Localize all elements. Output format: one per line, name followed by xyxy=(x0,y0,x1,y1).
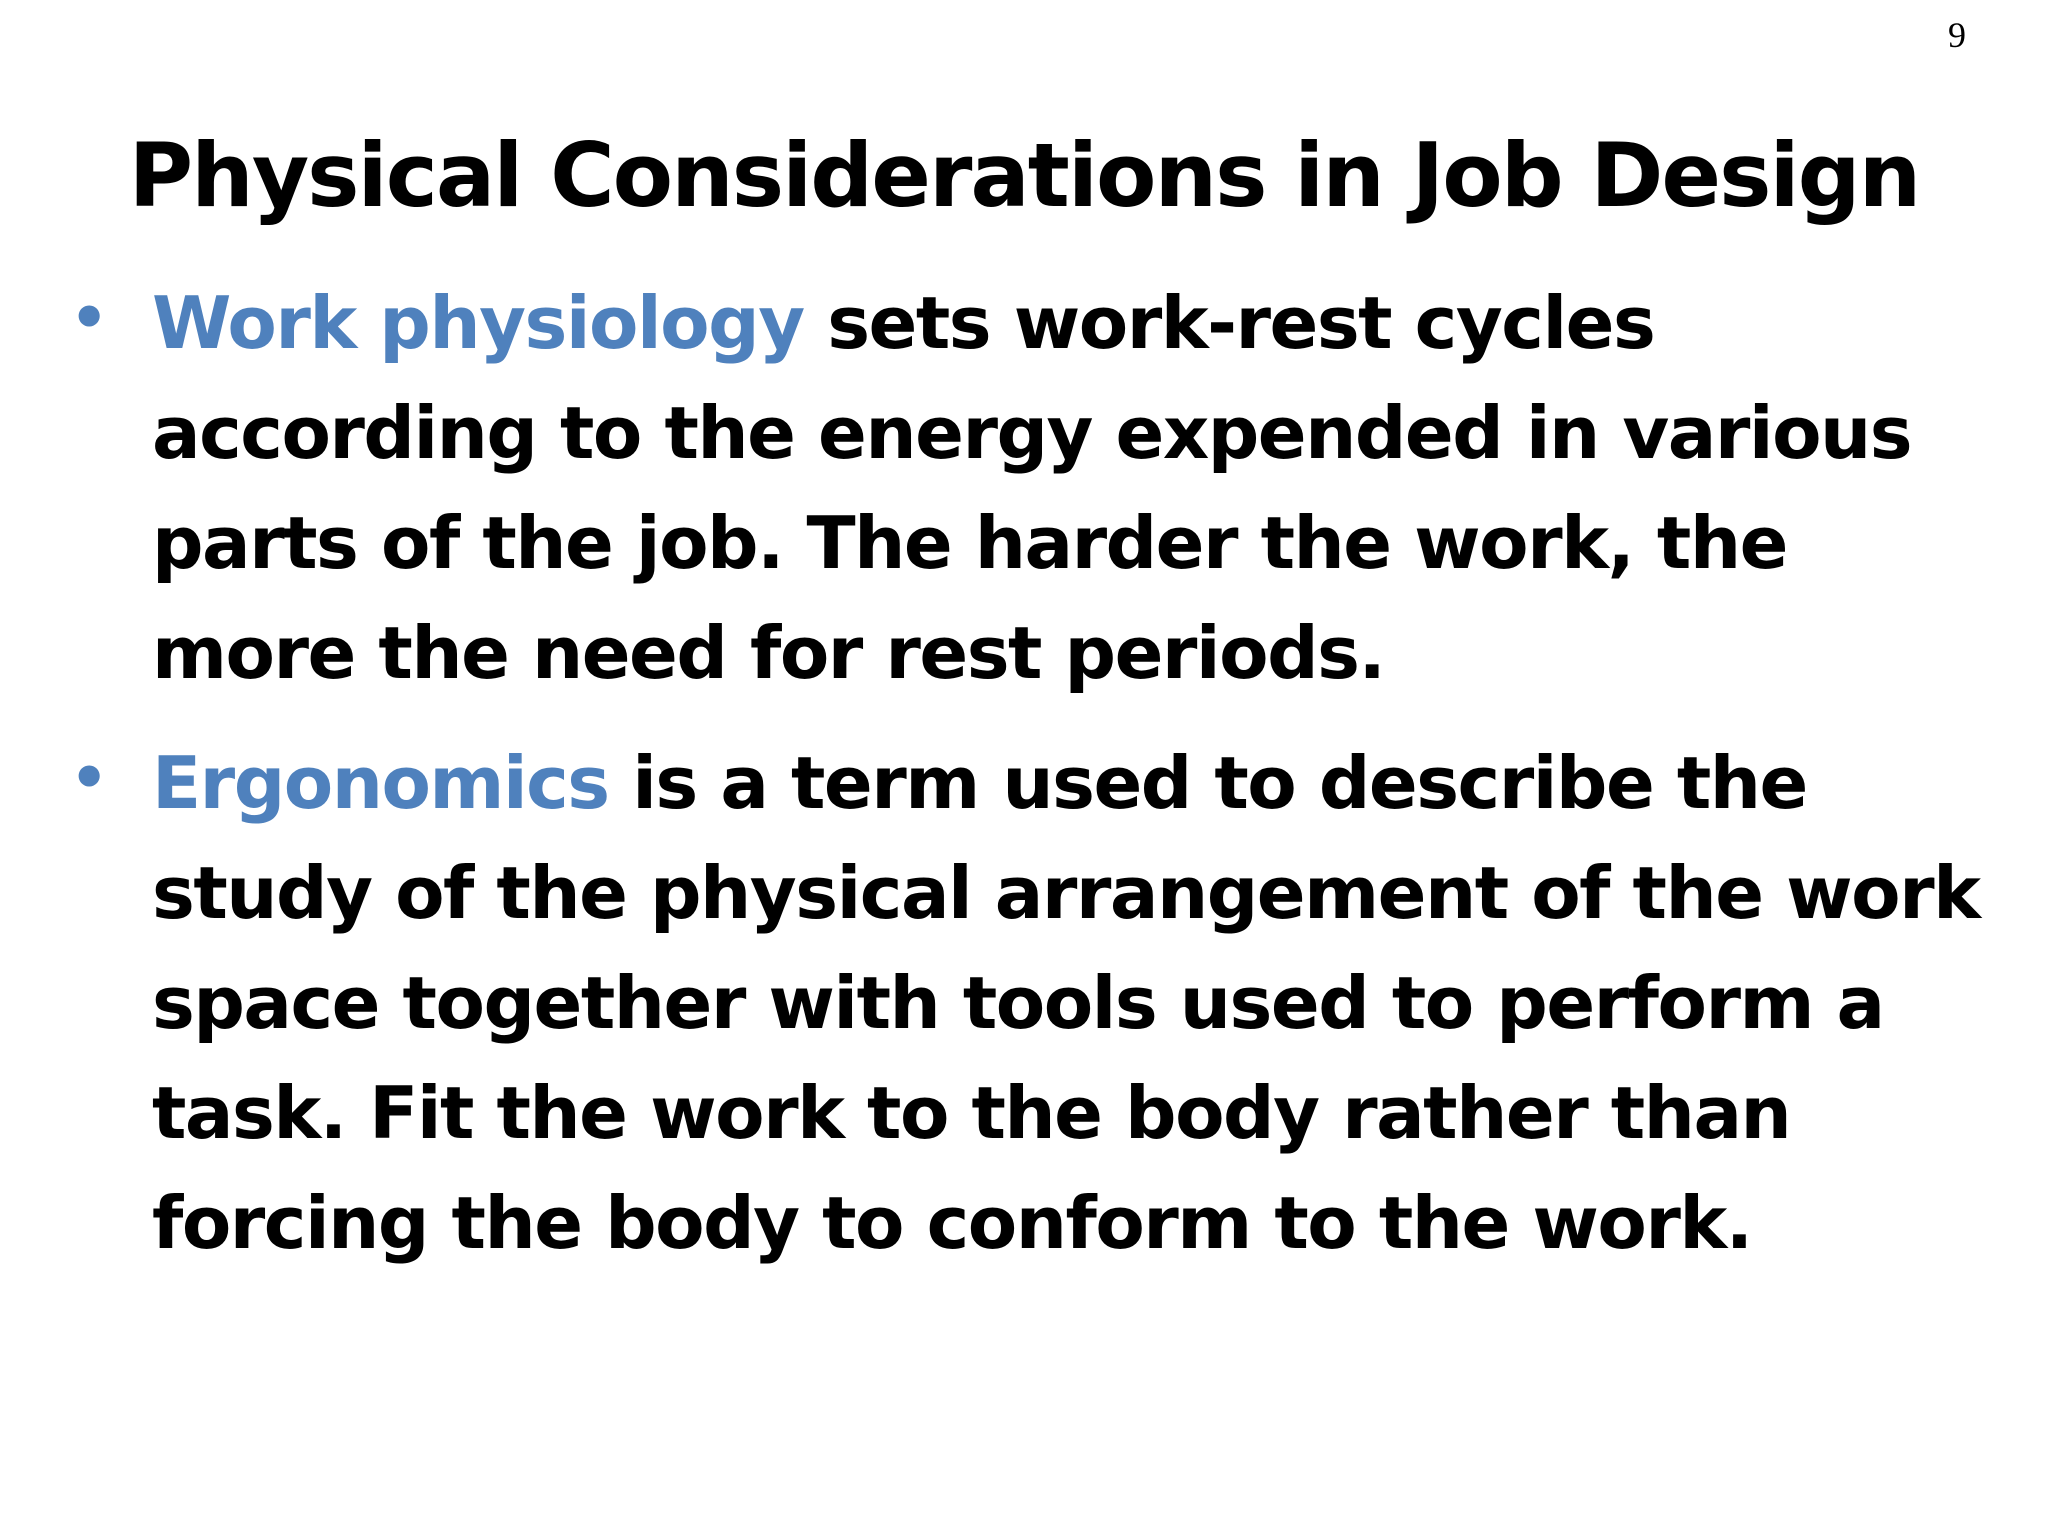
bullet-text: is a term used to describe the study of the physical arrangement of the work space together with tools used to perform a task. Fit the work to the body rather than forcing the body to conform to the work. xyxy=(152,741,1980,1265)
bullet-item-ergonomics xyxy=(0,728,2048,1278)
bullet-list xyxy=(0,268,2048,1298)
page-number: 9 xyxy=(1948,15,1966,55)
bullet-text: sets work-rest cycles according to the energy expended in various parts of the job. The harder the work, the more the need for rest periods. xyxy=(152,281,1912,695)
bullet-term: Work physiology xyxy=(152,281,804,365)
bullet-term: Ergonomics xyxy=(152,741,609,825)
bullet-dot-icon: • xyxy=(70,283,107,353)
bullet-item-work-physiology xyxy=(0,268,2048,708)
slide-title: Physical Considerations in Job Design xyxy=(128,124,1920,227)
bullet-dot-icon: • xyxy=(70,743,107,813)
